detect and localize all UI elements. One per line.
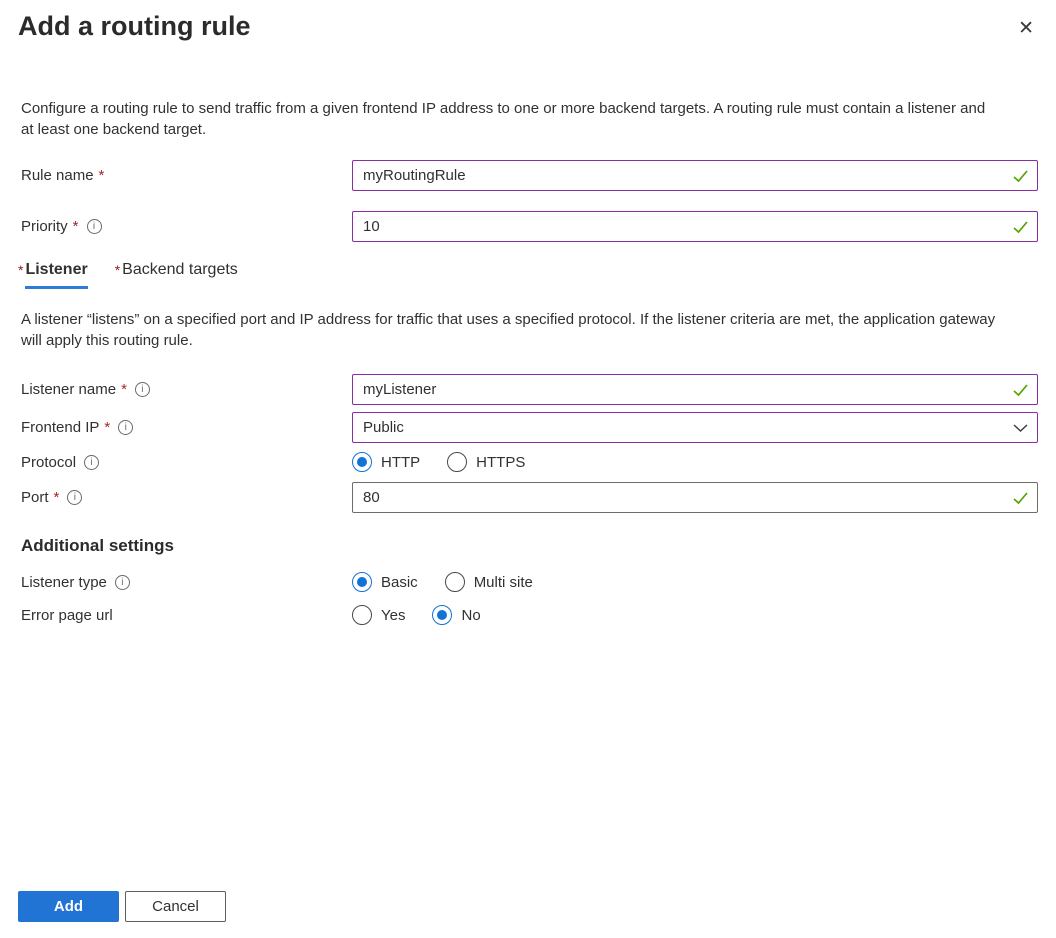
valid-checkmark-icon bbox=[1012, 169, 1029, 183]
protocol-radio-https[interactable] bbox=[447, 452, 525, 472]
dialog-header bbox=[0, 0, 1056, 42]
protocol-label: Protocol bbox=[21, 453, 77, 471]
priority-label: Priority bbox=[21, 218, 68, 235]
error-page-url-yes-label: Yes bbox=[381, 606, 406, 624]
protocol-http-label: HTTP bbox=[381, 453, 421, 471]
info-icon[interactable]: i bbox=[87, 219, 102, 234]
protocol-radio-http[interactable] bbox=[352, 452, 420, 472]
error-page-url-radio-yes[interactable] bbox=[352, 605, 405, 625]
priority-input[interactable] bbox=[352, 211, 1038, 242]
required-asterisk: * bbox=[121, 381, 127, 398]
valid-checkmark-icon bbox=[1012, 220, 1029, 234]
required-asterisk: * bbox=[53, 489, 60, 506]
radio-icon bbox=[432, 605, 452, 625]
tab-listener[interactable] bbox=[18, 261, 88, 289]
rule-name-label: Rule name bbox=[21, 167, 94, 184]
listener-name-label: Listener name bbox=[21, 381, 117, 398]
info-icon[interactable]: i bbox=[118, 420, 133, 435]
valid-checkmark-icon bbox=[1012, 383, 1029, 397]
listener-type-radio-multi-site[interactable] bbox=[445, 572, 533, 592]
info-icon[interactable]: i bbox=[84, 455, 99, 470]
add-button[interactable]: Add bbox=[18, 891, 119, 922]
port-row bbox=[21, 482, 1038, 513]
protocol-row bbox=[21, 451, 1038, 473]
chevron-down-icon bbox=[1012, 423, 1029, 433]
close-button[interactable] bbox=[1014, 17, 1038, 40]
page-title: Add a routing rule bbox=[18, 11, 251, 41]
info-icon[interactable]: i bbox=[115, 575, 130, 590]
protocol-https-label: HTTPS bbox=[476, 453, 526, 471]
priority-value: 10 bbox=[363, 218, 380, 235]
port-value: 80 bbox=[363, 489, 380, 506]
error-page-url-label-group bbox=[21, 607, 352, 624]
required-asterisk: * bbox=[114, 262, 121, 278]
tab-listener-label: Listener bbox=[25, 261, 87, 289]
priority-row bbox=[21, 211, 1038, 242]
info-icon[interactable]: i bbox=[135, 382, 150, 397]
listener-name-input[interactable] bbox=[352, 374, 1038, 405]
error-page-url-radio-group bbox=[352, 605, 1038, 625]
required-asterisk: * bbox=[104, 419, 111, 436]
valid-checkmark-icon bbox=[1012, 491, 1029, 505]
frontend-ip-value: Public bbox=[363, 419, 404, 436]
rule-name-value: myRoutingRule bbox=[363, 167, 466, 184]
dialog-footer bbox=[18, 891, 226, 922]
radio-icon bbox=[352, 572, 372, 592]
close-icon: ✕ bbox=[1018, 18, 1034, 39]
listener-type-radio-group bbox=[352, 572, 1038, 592]
listener-name-row bbox=[21, 374, 1038, 405]
listener-type-radio-basic[interactable] bbox=[352, 572, 418, 592]
port-input[interactable] bbox=[352, 482, 1038, 513]
rule-name-row bbox=[21, 160, 1038, 191]
protocol-label-group bbox=[21, 454, 352, 471]
required-asterisk: * bbox=[98, 167, 105, 184]
error-page-url-label: Error page url bbox=[21, 606, 113, 624]
radio-icon bbox=[445, 572, 465, 592]
listener-name-value: myListener bbox=[363, 381, 437, 398]
radio-icon bbox=[447, 452, 467, 472]
frontend-ip-label-group bbox=[21, 419, 352, 436]
frontend-ip-row bbox=[21, 412, 1038, 443]
tab-bar bbox=[18, 261, 1056, 289]
listener-type-row bbox=[21, 571, 1038, 593]
frontend-ip-label: Frontend IP bbox=[21, 419, 100, 436]
error-page-url-row bbox=[21, 604, 1038, 626]
cancel-button[interactable]: Cancel bbox=[125, 891, 226, 922]
info-icon[interactable]: i bbox=[67, 490, 82, 505]
priority-label-group bbox=[21, 218, 352, 235]
additional-settings-heading: Additional settings bbox=[21, 536, 174, 555]
error-page-url-radio-no[interactable] bbox=[432, 605, 480, 625]
listener-description: A listener “listens” on a specified port and IP address for traffic that uses a specified protocol. If the listener criteria are met, the application gateway will apply this routing rule. bbox=[21, 311, 996, 349]
error-page-url-no-label: No bbox=[461, 606, 481, 624]
listener-type-basic-label: Basic bbox=[381, 573, 418, 591]
listener-type-label-group bbox=[21, 574, 352, 591]
protocol-radio-group bbox=[352, 452, 1038, 472]
port-label-group bbox=[21, 489, 352, 506]
dialog-description: Configure a routing rule to send traffic from a given frontend IP address to one or more backend targets. A routing rule must contain a listener and at least one backend target. bbox=[21, 100, 986, 138]
port-label: Port bbox=[21, 489, 49, 506]
rule-name-input[interactable] bbox=[352, 160, 1038, 191]
required-asterisk: * bbox=[18, 262, 24, 278]
tab-backend-targets-label: Backend targets bbox=[122, 261, 238, 278]
listener-type-multi-site-label: Multi site bbox=[473, 573, 533, 591]
listener-type-label: Listener type bbox=[21, 573, 107, 591]
required-asterisk: * bbox=[72, 218, 79, 235]
frontend-ip-dropdown[interactable] bbox=[352, 412, 1038, 443]
listener-name-label-group bbox=[21, 381, 352, 398]
tab-backend-targets[interactable] bbox=[115, 261, 238, 289]
radio-icon bbox=[352, 452, 372, 472]
radio-icon bbox=[352, 605, 372, 625]
rule-name-label-group bbox=[21, 167, 352, 184]
